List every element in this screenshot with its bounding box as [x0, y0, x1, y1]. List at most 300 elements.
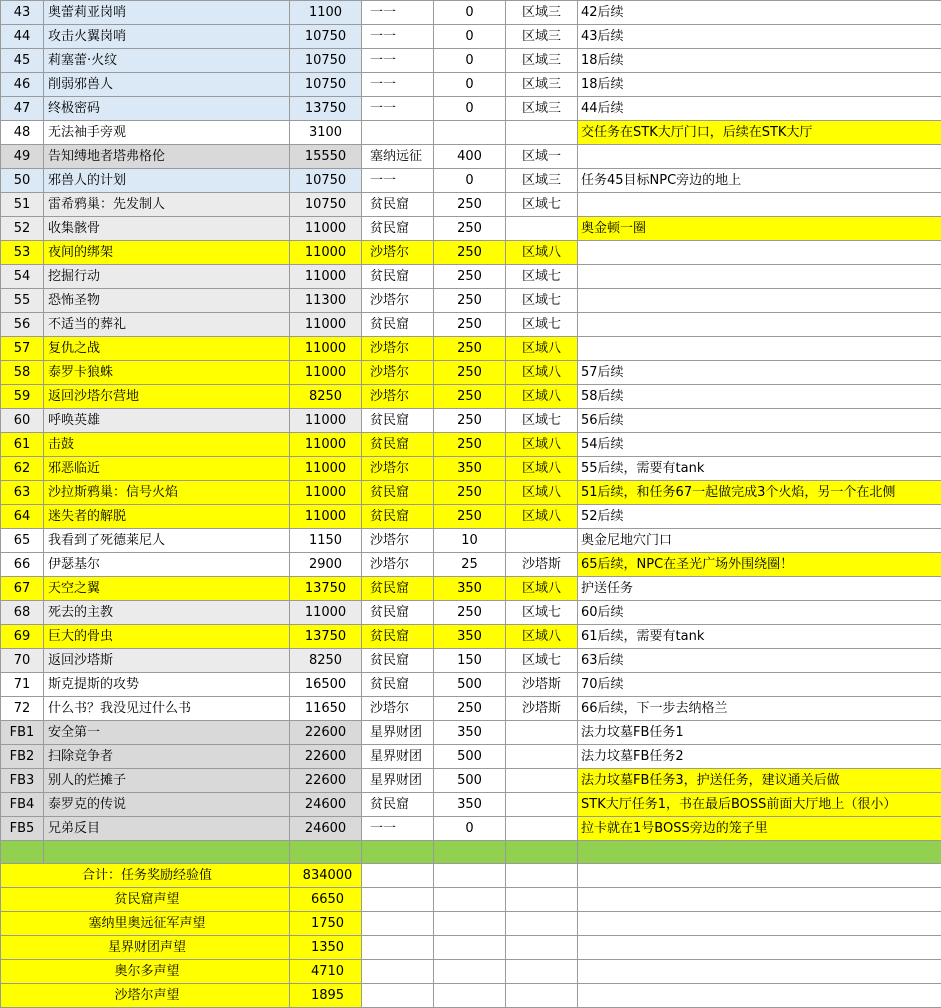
quest-name-cell[interactable]: 收集骸骨 [44, 217, 290, 241]
faction-cell[interactable]: 贫民窟 [362, 409, 434, 433]
empty-cell[interactable] [362, 888, 434, 912]
empty-cell[interactable] [362, 864, 434, 888]
quest-name-cell[interactable]: 死去的主教 [44, 601, 290, 625]
summary-value-cell[interactable]: 834000 [290, 864, 362, 888]
reputation-cell[interactable]: 250 [434, 217, 506, 241]
faction-cell[interactable]: 贫民窟 [362, 265, 434, 289]
quest-name-cell[interactable]: 削弱邪兽人 [44, 73, 290, 97]
empty-cell[interactable] [434, 960, 506, 984]
zone-cell[interactable]: 区域八 [506, 241, 578, 265]
zone-cell[interactable]: 区域三 [506, 169, 578, 193]
reputation-cell[interactable]: 250 [434, 265, 506, 289]
quest-name-cell[interactable]: 复仇之战 [44, 337, 290, 361]
faction-cell[interactable]: 贫民窟 [362, 481, 434, 505]
reputation-cell[interactable]: 350 [434, 793, 506, 817]
zone-cell[interactable]: 区域八 [506, 433, 578, 457]
row-number-cell[interactable]: 72 [1, 697, 44, 721]
zone-cell[interactable] [506, 121, 578, 145]
quest-name-cell[interactable]: 无法袖手旁观 [44, 121, 290, 145]
summary-value-cell[interactable]: 1350 [290, 936, 362, 960]
reputation-cell[interactable]: 250 [434, 289, 506, 313]
summary-value-cell[interactable]: 1750 [290, 912, 362, 936]
exp-cell[interactable]: 24600 [290, 793, 362, 817]
row-number-cell[interactable]: FB4 [1, 793, 44, 817]
exp-cell[interactable]: 2900 [290, 553, 362, 577]
zone-cell[interactable]: 区域七 [506, 649, 578, 673]
note-cell[interactable]: 58后续 [578, 385, 941, 409]
row-number-cell[interactable]: 64 [1, 505, 44, 529]
empty-cell[interactable] [362, 960, 434, 984]
reputation-cell[interactable]: 0 [434, 73, 506, 97]
faction-cell[interactable]: 一一 [362, 73, 434, 97]
row-number-cell[interactable]: 62 [1, 457, 44, 481]
exp-cell[interactable]: 3100 [290, 121, 362, 145]
faction-cell[interactable]: 沙塔尔 [362, 385, 434, 409]
row-number-cell[interactable]: 44 [1, 25, 44, 49]
empty-cell[interactable] [434, 984, 506, 1008]
quest-name-cell[interactable]: 泰罗克的传说 [44, 793, 290, 817]
quest-name-cell[interactable]: 天空之翼 [44, 577, 290, 601]
note-cell[interactable]: 56后续 [578, 409, 941, 433]
note-cell[interactable]: 63后续 [578, 649, 941, 673]
quest-name-cell[interactable]: 邪兽人的计划 [44, 169, 290, 193]
reputation-cell[interactable]: 150 [434, 649, 506, 673]
zone-cell[interactable]: 沙塔斯 [506, 553, 578, 577]
exp-cell[interactable]: 11000 [290, 265, 362, 289]
faction-cell[interactable]: 贫民窟 [362, 217, 434, 241]
faction-cell[interactable]: 贫民窟 [362, 673, 434, 697]
exp-cell[interactable]: 11000 [290, 217, 362, 241]
table-row [1, 193, 941, 217]
zone-cell[interactable]: 区域三 [506, 49, 578, 73]
quest-name-cell[interactable]: 终极密码 [44, 97, 290, 121]
row-number-cell[interactable]: 49 [1, 145, 44, 169]
zone-cell[interactable]: 区域八 [506, 625, 578, 649]
quest-name-cell[interactable]: 什么书？我没见过什么书 [44, 697, 290, 721]
note-cell[interactable]: 65后续，NPC在圣光广场外围绕圈！ [578, 553, 941, 577]
note-cell[interactable]: 任务45目标NPC旁边的地上 [578, 169, 941, 193]
quest-name-cell[interactable]: 泰罗卡狼蛛 [44, 361, 290, 385]
zone-cell[interactable] [506, 217, 578, 241]
exp-cell[interactable]: 11000 [290, 313, 362, 337]
note-cell[interactable]: 43后续 [578, 25, 941, 49]
reputation-cell[interactable]: 350 [434, 721, 506, 745]
quest-name-cell[interactable]: 不适当的葬礼 [44, 313, 290, 337]
quest-name-cell[interactable]: 奥蕾莉亚岗哨 [44, 1, 290, 25]
exp-cell[interactable]: 11000 [290, 433, 362, 457]
quest-name-cell[interactable]: 夜间的绑架 [44, 241, 290, 265]
note-cell[interactable] [578, 145, 941, 169]
quest-name-cell[interactable] [44, 841, 290, 864]
reputation-cell[interactable]: 250 [434, 241, 506, 265]
row-number-cell[interactable]: 54 [1, 265, 44, 289]
row-number-cell[interactable]: FB3 [1, 769, 44, 793]
row-number-cell[interactable]: 67 [1, 577, 44, 601]
faction-cell[interactable]: 沙塔尔 [362, 289, 434, 313]
reputation-cell[interactable]: 0 [434, 169, 506, 193]
exp-cell[interactable]: 13750 [290, 577, 362, 601]
quest-name-cell[interactable]: 雷希鸦巢：先发制人 [44, 193, 290, 217]
summary-label-cell[interactable]: 合计：任务奖励经验值 [1, 864, 290, 888]
row-number-cell[interactable]: 69 [1, 625, 44, 649]
zone-cell[interactable]: 区域八 [506, 361, 578, 385]
faction-cell[interactable]: 沙塔尔 [362, 697, 434, 721]
note-cell[interactable]: 51后续，和任务67一起做完成3个火焰，另一个在北侧 [578, 481, 941, 505]
empty-cell[interactable] [578, 984, 941, 1008]
exp-cell[interactable]: 24600 [290, 817, 362, 841]
note-cell[interactable]: 18后续 [578, 49, 941, 73]
empty-cell[interactable] [506, 864, 578, 888]
note-cell[interactable]: 法力坟墓FB任务2 [578, 745, 941, 769]
faction-cell[interactable]: 贫民窟 [362, 577, 434, 601]
quest-name-cell[interactable]: 返回沙塔尔营地 [44, 385, 290, 409]
row-number-cell[interactable]: 43 [1, 1, 44, 25]
reputation-cell[interactable]: 500 [434, 745, 506, 769]
quest-name-cell[interactable]: 兄弟反目 [44, 817, 290, 841]
zone-cell[interactable]: 区域八 [506, 457, 578, 481]
quest-name-cell[interactable]: 安全第一 [44, 721, 290, 745]
faction-cell[interactable]: 贫民窟 [362, 625, 434, 649]
exp-cell[interactable]: 22600 [290, 721, 362, 745]
empty-cell[interactable] [506, 912, 578, 936]
zone-cell[interactable]: 区域三 [506, 25, 578, 49]
empty-cell[interactable] [506, 984, 578, 1008]
quest-name-cell[interactable]: 我看到了死德莱尼人 [44, 529, 290, 553]
exp-cell[interactable]: 8250 [290, 385, 362, 409]
faction-cell[interactable] [362, 121, 434, 145]
row-number-cell[interactable]: 68 [1, 601, 44, 625]
reputation-cell[interactable]: 0 [434, 97, 506, 121]
reputation-cell[interactable]: 250 [434, 337, 506, 361]
exp-cell[interactable]: 10750 [290, 25, 362, 49]
note-cell[interactable]: 61后续，需要有tank [578, 625, 941, 649]
table-row [1, 625, 941, 649]
exp-cell[interactable]: 11000 [290, 505, 362, 529]
summary-value-cell[interactable]: 6650 [290, 888, 362, 912]
table-row [1, 697, 941, 721]
zone-cell[interactable]: 区域三 [506, 73, 578, 97]
reputation-cell[interactable]: 250 [434, 505, 506, 529]
exp-cell[interactable]: 10750 [290, 193, 362, 217]
exp-cell[interactable]: 11000 [290, 457, 362, 481]
zone-cell[interactable]: 区域七 [506, 193, 578, 217]
faction-cell[interactable]: 一一 [362, 817, 434, 841]
note-cell[interactable]: 54后续 [578, 433, 941, 457]
zone-cell[interactable]: 区域八 [506, 577, 578, 601]
quest-name-cell[interactable]: 扫除竞争者 [44, 745, 290, 769]
note-cell[interactable]: 60后续 [578, 601, 941, 625]
empty-cell[interactable] [434, 864, 506, 888]
reputation-cell[interactable]: 250 [434, 385, 506, 409]
reputation-cell[interactable]: 400 [434, 145, 506, 169]
quest-name-cell[interactable]: 莉塞蕾·火纹 [44, 49, 290, 73]
note-cell[interactable]: STK大厅任务1，书在最后BOSS前面大厅地上（很小） [578, 793, 941, 817]
zone-cell[interactable]: 区域三 [506, 1, 578, 25]
zone-cell[interactable]: 区域七 [506, 601, 578, 625]
empty-cell[interactable] [362, 936, 434, 960]
row-number-cell[interactable]: 63 [1, 481, 44, 505]
zone-cell[interactable] [506, 529, 578, 553]
summary-label-cell[interactable]: 奥尔多声望 [1, 960, 290, 984]
empty-cell[interactable] [362, 912, 434, 936]
exp-cell[interactable]: 13750 [290, 625, 362, 649]
exp-cell[interactable]: 13750 [290, 97, 362, 121]
faction-cell[interactable]: 一一 [362, 49, 434, 73]
reputation-cell[interactable]: 0 [434, 1, 506, 25]
faction-cell[interactable]: 贫民窟 [362, 601, 434, 625]
note-cell[interactable]: 57后续 [578, 361, 941, 385]
faction-cell[interactable]: 贫民窟 [362, 313, 434, 337]
faction-cell[interactable]: 沙塔尔 [362, 337, 434, 361]
row-number-cell[interactable]: 61 [1, 433, 44, 457]
faction-cell[interactable]: 贫民窟 [362, 505, 434, 529]
faction-cell[interactable]: 星界财团 [362, 745, 434, 769]
faction-cell[interactable]: 一一 [362, 1, 434, 25]
reputation-cell[interactable]: 250 [434, 697, 506, 721]
reputation-cell[interactable]: 250 [434, 313, 506, 337]
row-number-cell[interactable]: FB2 [1, 745, 44, 769]
exp-cell[interactable]: 11000 [290, 409, 362, 433]
exp-cell[interactable] [290, 841, 362, 864]
quest-name-cell[interactable]: 斯克提斯的攻势 [44, 673, 290, 697]
note-cell[interactable]: 护送任务 [578, 577, 941, 601]
summary-value-cell[interactable]: 1895 [290, 984, 362, 1008]
row-number-cell[interactable]: 52 [1, 217, 44, 241]
faction-cell[interactable]: 沙塔尔 [362, 553, 434, 577]
note-cell[interactable] [578, 313, 941, 337]
faction-cell[interactable]: 贫民窟 [362, 193, 434, 217]
table-row [1, 457, 941, 481]
zone-cell[interactable]: 区域八 [506, 481, 578, 505]
exp-cell[interactable]: 11000 [290, 481, 362, 505]
empty-cell[interactable] [506, 936, 578, 960]
quest-name-cell[interactable]: 挖掘行动 [44, 265, 290, 289]
reputation-cell[interactable]: 250 [434, 601, 506, 625]
reputation-cell[interactable]: 0 [434, 49, 506, 73]
table-row [1, 73, 941, 97]
empty-cell[interactable] [578, 912, 941, 936]
zone-cell[interactable]: 沙塔斯 [506, 673, 578, 697]
exp-cell[interactable]: 22600 [290, 745, 362, 769]
exp-cell[interactable]: 22600 [290, 769, 362, 793]
summary-row [1, 888, 941, 912]
zone-cell[interactable]: 区域八 [506, 337, 578, 361]
zone-cell[interactable]: 区域七 [506, 265, 578, 289]
faction-cell[interactable]: 星界财团 [362, 769, 434, 793]
empty-cell[interactable] [506, 960, 578, 984]
faction-cell[interactable]: 贫民窟 [362, 433, 434, 457]
reputation-cell[interactable] [434, 121, 506, 145]
row-number-cell[interactable]: 71 [1, 673, 44, 697]
row-number-cell[interactable]: 48 [1, 121, 44, 145]
note-cell[interactable] [578, 289, 941, 313]
empty-cell[interactable] [578, 960, 941, 984]
row-number-cell[interactable]: 46 [1, 73, 44, 97]
quest-name-cell[interactable]: 击鼓 [44, 433, 290, 457]
quest-name-cell[interactable]: 告知缚地者塔弗格伦 [44, 145, 290, 169]
note-cell[interactable]: 奥金尼地穴门口 [578, 529, 941, 553]
exp-cell[interactable]: 11300 [290, 289, 362, 313]
exp-cell[interactable]: 16500 [290, 673, 362, 697]
summary-label-cell[interactable]: 沙塔尔声望 [1, 984, 290, 1008]
empty-cell[interactable] [362, 984, 434, 1008]
row-number-cell[interactable]: 55 [1, 289, 44, 313]
quest-name-cell[interactable]: 迷失者的解脱 [44, 505, 290, 529]
exp-cell[interactable]: 11000 [290, 241, 362, 265]
zone-cell[interactable]: 区域七 [506, 289, 578, 313]
quest-name-cell[interactable]: 攻击火翼岗哨 [44, 25, 290, 49]
note-cell[interactable]: 44后续 [578, 97, 941, 121]
exp-cell[interactable]: 11000 [290, 337, 362, 361]
zone-cell[interactable]: 区域七 [506, 313, 578, 337]
quest-name-cell[interactable]: 邪恶临近 [44, 457, 290, 481]
exp-cell[interactable]: 1100 [290, 1, 362, 25]
quest-name-cell[interactable]: 伊瑟基尔 [44, 553, 290, 577]
note-cell[interactable]: 66后续，下一步去纳格兰 [578, 697, 941, 721]
zone-cell[interactable]: 区域七 [506, 409, 578, 433]
empty-cell[interactable] [578, 936, 941, 960]
faction-cell[interactable]: 贫民窟 [362, 793, 434, 817]
note-cell[interactable] [578, 841, 941, 864]
note-cell[interactable]: 奥金顿一圈 [578, 217, 941, 241]
table-row [1, 769, 941, 793]
faction-cell[interactable]: 一一 [362, 25, 434, 49]
exp-cell[interactable]: 11000 [290, 361, 362, 385]
reputation-cell[interactable]: 500 [434, 769, 506, 793]
empty-cell[interactable] [578, 888, 941, 912]
zone-cell[interactable] [506, 817, 578, 841]
reputation-cell[interactable]: 10 [434, 529, 506, 553]
row-number-cell[interactable]: FB1 [1, 721, 44, 745]
row-number-cell[interactable]: FB5 [1, 817, 44, 841]
reputation-cell[interactable]: 0 [434, 25, 506, 49]
note-cell[interactable] [578, 337, 941, 361]
note-cell[interactable]: 交任务在STK大厅门口，后续在STK大厅 [578, 121, 941, 145]
row-number-cell[interactable]: 56 [1, 313, 44, 337]
row-number-cell[interactable]: 66 [1, 553, 44, 577]
zone-cell[interactable] [506, 721, 578, 745]
exp-cell[interactable]: 11650 [290, 697, 362, 721]
summary-value-cell[interactable]: 4710 [290, 960, 362, 984]
row-number-cell[interactable]: 60 [1, 409, 44, 433]
table-row [1, 553, 941, 577]
note-cell[interactable]: 法力坟墓FB任务3，护送任务，建议通关后做 [578, 769, 941, 793]
empty-cell[interactable] [578, 864, 941, 888]
faction-cell[interactable]: 贫民窟 [362, 649, 434, 673]
reputation-cell[interactable]: 500 [434, 673, 506, 697]
zone-cell[interactable] [506, 841, 578, 864]
row-number-cell[interactable]: 57 [1, 337, 44, 361]
row-number-cell[interactable]: 53 [1, 241, 44, 265]
row-number-cell[interactable] [1, 841, 44, 864]
reputation-cell[interactable]: 250 [434, 433, 506, 457]
table-row [1, 289, 941, 313]
faction-cell[interactable]: 沙塔尔 [362, 457, 434, 481]
row-number-cell[interactable]: 70 [1, 649, 44, 673]
reputation-cell[interactable]: 350 [434, 457, 506, 481]
note-cell[interactable]: 42后续 [578, 1, 941, 25]
zone-cell[interactable]: 区域八 [506, 385, 578, 409]
summary-row [1, 864, 941, 888]
note-cell[interactable]: 55后续，需要有tank [578, 457, 941, 481]
zone-cell[interactable]: 沙塔斯 [506, 697, 578, 721]
note-cell[interactable] [578, 193, 941, 217]
zone-cell[interactable]: 区域八 [506, 505, 578, 529]
table-row [1, 673, 941, 697]
zone-cell[interactable]: 区域一 [506, 145, 578, 169]
quest-name-cell[interactable]: 沙拉斯鸦巢：信号火焰 [44, 481, 290, 505]
row-number-cell[interactable]: 58 [1, 361, 44, 385]
reputation-cell[interactable]: 0 [434, 817, 506, 841]
note-cell[interactable] [578, 241, 941, 265]
exp-cell[interactable]: 10750 [290, 49, 362, 73]
reputation-cell[interactable] [434, 841, 506, 864]
note-cell[interactable]: 18后续 [578, 73, 941, 97]
faction-cell[interactable]: 一一 [362, 97, 434, 121]
note-cell[interactable]: 法力坟墓FB任务1 [578, 721, 941, 745]
quest-name-cell[interactable]: 返回沙塔斯 [44, 649, 290, 673]
faction-cell[interactable] [362, 841, 434, 864]
exp-cell[interactable]: 15550 [290, 145, 362, 169]
summary-label-cell[interactable]: 贫民窟声望 [1, 888, 290, 912]
row-number-cell[interactable]: 45 [1, 49, 44, 73]
note-cell[interactable]: 70后续 [578, 673, 941, 697]
faction-cell[interactable]: 星界财团 [362, 721, 434, 745]
exp-cell[interactable]: 11000 [290, 601, 362, 625]
zone-cell[interactable]: 区域三 [506, 97, 578, 121]
quest-name-cell[interactable]: 呼唤英雄 [44, 409, 290, 433]
faction-cell[interactable]: 一一 [362, 169, 434, 193]
empty-cell[interactable] [434, 888, 506, 912]
empty-cell[interactable] [434, 912, 506, 936]
reputation-cell[interactable]: 250 [434, 409, 506, 433]
zone-cell[interactable] [506, 745, 578, 769]
zone-cell[interactable] [506, 769, 578, 793]
faction-cell[interactable]: 沙塔尔 [362, 529, 434, 553]
row-number-cell[interactable]: 47 [1, 97, 44, 121]
faction-cell[interactable]: 塞纳远征 [362, 145, 434, 169]
reputation-cell[interactable]: 250 [434, 361, 506, 385]
row-number-cell[interactable]: 65 [1, 529, 44, 553]
quest-name-cell[interactable]: 巨大的骨虫 [44, 625, 290, 649]
summary-label-cell[interactable]: 星界财团声望 [1, 936, 290, 960]
exp-cell[interactable]: 1150 [290, 529, 362, 553]
row-number-cell[interactable]: 59 [1, 385, 44, 409]
row-number-cell[interactable]: 51 [1, 193, 44, 217]
empty-cell[interactable] [434, 936, 506, 960]
faction-cell[interactable]: 沙塔尔 [362, 361, 434, 385]
reputation-cell[interactable]: 350 [434, 625, 506, 649]
quest-name-cell[interactable]: 恐怖圣物 [44, 289, 290, 313]
note-cell[interactable]: 拉卡就在1号BOSS旁边的笼子里 [578, 817, 941, 841]
reputation-cell[interactable]: 250 [434, 481, 506, 505]
sheet-body [1, 1, 941, 1008]
reputation-cell[interactable]: 250 [434, 193, 506, 217]
zone-cell[interactable] [506, 793, 578, 817]
exp-cell[interactable]: 10750 [290, 73, 362, 97]
note-cell[interactable]: 52后续 [578, 505, 941, 529]
exp-cell[interactable]: 10750 [290, 169, 362, 193]
faction-cell[interactable]: 沙塔尔 [362, 241, 434, 265]
quest-name-cell[interactable]: 别人的烂摊子 [44, 769, 290, 793]
row-number-cell[interactable]: 50 [1, 169, 44, 193]
empty-cell[interactable] [506, 888, 578, 912]
note-cell[interactable] [578, 265, 941, 289]
reputation-cell[interactable]: 25 [434, 553, 506, 577]
reputation-cell[interactable]: 350 [434, 577, 506, 601]
summary-label-cell[interactable]: 塞纳里奥远征军声望 [1, 912, 290, 936]
exp-cell[interactable]: 8250 [290, 649, 362, 673]
